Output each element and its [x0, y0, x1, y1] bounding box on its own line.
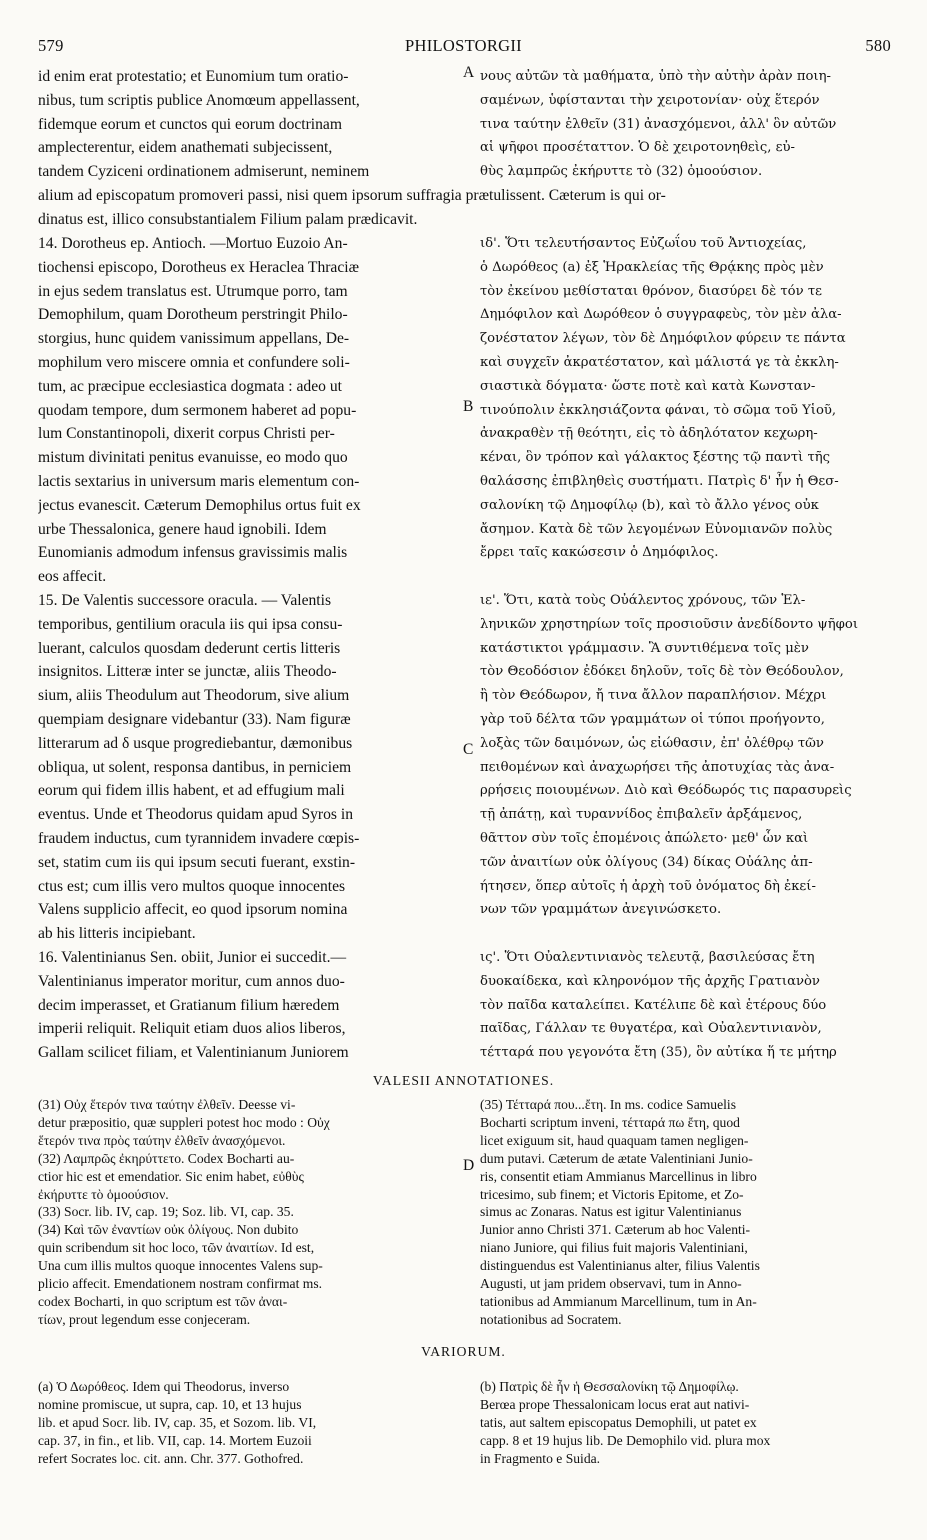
running-title: PHILOSTORGII [405, 36, 522, 55]
text-line: 15. De Valentis successore oracula. — Valentis [38, 591, 332, 609]
text-line: (34) Καὶ τῶν ἐναντίων οὐκ ὀλίγους. Non dubito [38, 1222, 299, 1238]
full-width-lines [38, 184, 892, 232]
text-line: eorum qui fidem illis habent, et ad effugium mali [38, 782, 345, 800]
text-line: tiochensi episcopo, Dorotheus ex Heraclea Thraciæ [38, 258, 360, 276]
text-line: ἐκήρυττε τὸ ὁμοούσιον. [38, 1186, 169, 1202]
text-line: σιαστικὰ δόγματα· ὥστε ποτὲ καὶ κατὰ Κωνσταν- [480, 378, 816, 394]
text-line: licet exiguum sit, haud quaquam tamen negligen- [480, 1132, 749, 1148]
text-line: mistum divinitati penitus evanuisse, eo modo quo [38, 449, 348, 467]
margin-marker-d: D [463, 1157, 475, 1174]
text-line: imperii reliquit. Reliquit etiam duos alios liberos, [38, 1020, 346, 1038]
text-line: obliqua, ut solent, responsa dantibus, in perniciem [38, 758, 352, 776]
variorum-notes-left [38, 1378, 462, 1468]
text-line: storgius, hunc quidem vanissimum appellans, De- [38, 330, 350, 348]
text-line: τὸν παῖδα καταλείπει. Κατέλιπε δὲ καὶ ἑτέρους δύο [480, 997, 827, 1013]
text-line: simus ac Zonaras. Natus est igitur Valentinianus [480, 1204, 742, 1220]
text-line: ἕτερόν τινα πρὸς ταύτην ἐλθεῖν ἀνασχόμενοι. [38, 1132, 286, 1148]
text-line: Eunomianis admodum infensus gravissimis malis [38, 544, 348, 562]
text-line: τὸν Θεοδόσιον ἐδόκει δηλοῦν, τοῖς δὲ τὸν Θεόδουλον, [480, 664, 844, 680]
text-line: πειθομένων καὶ ἀναχωρήσει τῆς ἀποτυχίας τὰς ἀνα- [480, 759, 835, 775]
text-line: νων τῶν γραμμάτων ἀνεγινώσκετο. [480, 902, 722, 918]
text-line: δυοκαίδεκα, καὶ κληρονόμον τῆς ἀρχῆς Γρατιανὸν [480, 973, 820, 989]
text-line: id enim erat protestatio; et Eunomium tum oratio- [38, 68, 349, 85]
text-line: (b) Πατρὶς δὲ ἦν ἡ Θεσσαλονίκη τῷ Δημοφίλῳ. [480, 1379, 739, 1394]
variorum-title: VARIORUM. [421, 1344, 506, 1359]
text-line: nomine promiscue, ut supra, cap. 10, et 13 hujus [38, 1396, 302, 1412]
text-line: eventus. Unde et Theodorus quidam apud Syros in [38, 806, 354, 824]
text-line: alium ad episcopatum promoveri passi, nisi quem ipsorum suffragia prætulissent. Cæterum is qui or- [38, 187, 666, 204]
text-line: detur præpositio, quæ suppleri potest hoc modo : Οὐχ [38, 1114, 330, 1130]
text-line: 14. Dorotheus ep. Antioch. —Mortuo Euzoio An- [38, 235, 348, 252]
valesii-notes-left [38, 1096, 462, 1329]
text-line: tricesimo, sub finem; et Victoris Epitome, et Zo- [480, 1186, 744, 1202]
text-line: quempiam designare videbantur (33). Nam figuræ [38, 710, 351, 728]
text-line: plicio affecit. Emendationem nostram confirmat ms. [38, 1276, 323, 1292]
text-line: niano Juniore, qui filius fuit majoris Valentiniani, [480, 1240, 748, 1256]
text-line: fraudem inductus, cum tyrannidem invadere cœpis- [38, 829, 360, 847]
valesii-annotations-title: VALESII ANNOTATIONES. [372, 1073, 555, 1088]
text-line: ab his litteris incipiebant. [38, 925, 196, 943]
text-line: κέναι, ὃν τρόπον καὶ γάλακτος ξέστης τῷ παντὶ τῆς [480, 450, 831, 466]
text-line: Gallam scilicet filiam, et Valentinianum Juniorem [38, 1044, 349, 1062]
margin-marker-c: C [463, 741, 474, 758]
text-line: quin scribendum sit hoc loco, τῶν ἀναιτίων. Id est, [38, 1240, 315, 1256]
text-line: ληνικῶν χρηστηρίων τοῖς προσιοῦσιν ἀνεδίδοντο ψῆφοι [480, 616, 859, 632]
greek-text-block-1 [480, 65, 892, 184]
text-line: τινα ταύτην ἐλθεῖν (31) ἀνασχόμενοι, ἀλλ' ὃν αὐτῶν [480, 116, 837, 132]
text-line: Valentinianus imperator moritur, cum annos duo- [38, 972, 345, 990]
text-line: Valens supplicio affecit, eo quod ipsorum nomina [38, 901, 348, 919]
text-line: luerant, calculos quosdam dederunt certis litteris [38, 639, 341, 657]
text-line: lib. et apud Socr. lib. IV, cap. 35, et Sozom. lib. VI, [38, 1414, 317, 1430]
text-line: mophilum vero miscere omnia et confundere soli- [38, 353, 350, 371]
greek-text-block-2 [480, 232, 892, 1065]
text-line: ctus est; cum illis vero multos quoque innocentes [38, 877, 346, 895]
variorum-notes-right [480, 1378, 892, 1468]
text-line: ἀνακραθὲν τῇ θεότητι, εἰς τὸ ἀδηλότατον κεχωρη- [480, 426, 818, 442]
right-page-number: 580 [865, 36, 891, 55]
text-line: θαλάσσης ἐπιβληθεὶς συστήματι. Πατρὶς δ' ἦν ἡ Θεσ- [480, 473, 839, 489]
text-line: quodam tempore, dum sermonem haberet ad popu- [38, 401, 357, 419]
text-line: ris, consentit etiam Ammianus Marcellinus in libro [480, 1168, 757, 1184]
latin-text-block-1 [38, 65, 462, 184]
text-line: ιε'. Ὅτι, κατὰ τοὺς Οὐάλεντος χρόνους, τῶν Ἑλ- [480, 592, 806, 608]
text-line: ρρήσεις ποιουμένων. Διὸ καὶ Θεόδωρός τις παρασυρεὶς [480, 783, 852, 799]
text-line: θᾶττον σὺν τοῖς ἑπομένοις ἀπώλετο· μεθ' ὧν καὶ [480, 830, 809, 846]
text-line: (32) Λαμπρῶς ἐκηρύττετο. Codex Bocharti au- [38, 1150, 295, 1166]
text-line: decim imperasset, et Gratianum filium hæredem [38, 996, 340, 1014]
text-line [480, 565, 892, 589]
text-line: notationibus ad Socratem. [480, 1311, 622, 1327]
text-line: θὺς λαμπρῶς ἐκήρυττε τὸ (32) ὁμοούσιον. [480, 164, 763, 180]
text-line: tandem Cyziceni ordinationem admiserunt, neminem [38, 163, 370, 181]
text-line: γὰρ τοῦ δέλτα τῶν γραμμάτων οἱ τύποι προήγοντο, [480, 711, 825, 727]
text-line: in Fragmento e Suida. [480, 1450, 601, 1466]
text-line: Una cum illis multos quoque innocentes Valens sup- [38, 1258, 323, 1274]
text-line: κατάστικτοι γράμμασιν. Ἃ συντιθέμενα τοῖς μὲν [480, 640, 809, 656]
text-line: σαλονίκη τῷ Δημοφίλῳ (b), καὶ τὸ ἄλλο γένος οὐκ [480, 497, 819, 513]
text-line: τῶν ἀναιτίων οὐκ ὀλίγους (34) δίκας Οὐάλης ἀπ- [480, 854, 813, 870]
text-line: λοξὰς τῶν δαιμόνων, ὡς εἰώθασιν, ἐπ' ὀλέθρῳ τῶν [480, 735, 824, 751]
text-line: Demophilum, quam Dorotheum perstringit Philo- [38, 306, 348, 324]
text-line: nibus, tum scriptis publice Anomœum appellassent, [38, 91, 360, 109]
text-line: (35) Τέτταρά που...ἔτη. In ms. codice Samuelis [480, 1097, 736, 1112]
text-line: νους αὐτῶν τὰ μαθήματα, ὑπὸ τὴν αὐτὴν ἀρὰν ποιη- [480, 69, 831, 84]
text-line: (33) Socr. lib. IV, cap. 19; Soz. lib. VI, cap. 35. [38, 1204, 294, 1220]
text-line: capp. 8 et 19 hujus lib. De Demophilo vid. plura mox [480, 1432, 771, 1448]
text-line: τὸν ἐκείνου μεθίσταται θρόνον, διασύρει δὲ τόν τε [480, 283, 822, 299]
latin-text-block-2 [38, 232, 462, 1065]
text-line: lum Constantinopoli, dixerit corpus Christi per- [38, 425, 335, 443]
margin-marker-b: B [463, 398, 474, 415]
text-line: Berœa prope Thessalonicam locus erat aut nativi- [480, 1396, 750, 1412]
text-line: Augusti, ut jam pridem observavi, tum in Anno- [480, 1276, 742, 1292]
text-line: τινούπολιν ἐκκλησιάζοντα φάναι, τὸ σῶμα τοῦ Υἱοῦ, [480, 402, 837, 418]
text-line: 16. Valentinianus Sen. obiit, Junior ei succedit.— [38, 948, 347, 966]
text-line: litterarum ad δ usque progrediebantur, dæmonibus [38, 734, 353, 752]
text-line: urbe Thessalonica, genere haud ignobili. Idem [38, 520, 327, 538]
text-line: jectus evanescit. Cæterum Demophilus ortus fuit ex [38, 496, 361, 514]
text-line: distinguendus est Valentinianus alter, filius Valentis [480, 1258, 760, 1274]
text-line: dinatus est, illico consubstantialem Filium palam prædicavit. [38, 210, 418, 228]
text-line: ctior hic est et emendatior. Sic enim habet, εὐθὺς [38, 1168, 304, 1184]
text-line: tatis, aut saltem episcopatus Demophili, ut patet ex [480, 1414, 757, 1430]
text-line: (31) Οὐχ ἕτερόν τινα ταύτην ἐλθεῖν. Deesse vi- [38, 1097, 296, 1112]
text-line: ἄσημον. Κατὰ δὲ τῶν λεγομένων Εὐνομιανῶν πολὺς [480, 521, 833, 537]
text-line: σαμένων, ὑφίστανται τὴν χειροτονίαν· οὐχ ἕτερόν [480, 92, 820, 108]
text-line: lactis sextarius in universum maris elementum con- [38, 472, 360, 490]
text-line: ἢ τὸν Θεόδωρον, ἤ τινα ἄλλον παραπλήσιον. Μέχρι [480, 688, 827, 704]
text-line: fidemque eorum et cunctos qui eorum doctrinam [38, 115, 342, 133]
text-line: set, statim cum iis qui ipsum secuti fuerant, exstin- [38, 853, 356, 871]
text-line: ιδ'. Ὅτι τελευτήσαντος Εὐζωΐου τοῦ Ἀντιοχείας, [480, 236, 807, 251]
text-line: ἔρρει ταῖς κακώσεσιν ὁ Δημόφιλος. [480, 545, 719, 561]
valesii-notes-right [480, 1096, 892, 1329]
text-line: amplecterentur, eidem anathemati subjecissent, [38, 139, 333, 157]
text-line: ὁ Δωρόθεος (a) ἐξ Ἡρακλείας τῆς Θρᾴκης πρὸς μὲν [480, 259, 824, 275]
text-line: in ejus sedem translatus est. Utrumque porro, tam [38, 282, 348, 300]
text-line: Δημόφιλον καὶ Δωρόθεον ὁ συγγραφεὺς, τὸν μὲν ἀλα- [480, 307, 842, 323]
left-page-number: 579 [38, 36, 64, 55]
text-line: cap. 37, in fin., et lib. VII, cap. 14. Mortem Euzoii [38, 1432, 312, 1448]
text-line: dum putavi. Cæterum de ætate Valentiniani Junio- [480, 1150, 753, 1166]
text-line: codex Bocharti, in quo scriptum est τῶν ἀναι- [38, 1293, 288, 1309]
text-line: ήτησεν, ὅπερ αὐτοῖς ἡ ἀρχὴ τοῦ ὀνόματος δὴ ἐκεί- [480, 878, 816, 894]
text-line: tum, ac præcipue ecclesiastica dogmata : adeo ut [38, 377, 342, 395]
text-line [480, 922, 892, 946]
text-line: Bocharti scriptum inveni, τέτταρά πω ἔτη, quod [480, 1114, 740, 1130]
text-line: temporibus, gentilium oracula iis qui ipsa consu- [38, 615, 343, 633]
text-line: (a) Ὁ Δωρόθεος. Idem qui Theodorus, inverso [38, 1379, 290, 1394]
text-line: insignitos. Litteræ inter se junctæ, aliis Theodo- [38, 663, 337, 681]
text-line: ζονέστατον λέγων, τὸν δὲ Δημόφιλον φύρειν τε πάντα [480, 331, 846, 347]
text-line: tationibus ad Ammianum Marcellinum, tum in An- [480, 1293, 757, 1309]
text-line: refert Socrates loc. cit. ann. Chr. 377. Gothofred. [38, 1450, 304, 1466]
margin-marker-a: A [463, 64, 475, 81]
text-line: τῇ ἀπάτῃ, καὶ τυραννίδος ἐπιβαλεῖν ἀρξάμενος, [480, 807, 803, 823]
text-line: ις'. Ὅτι Οὐαλεντινιανὸς τελευτᾷ, βασιλεύσας ἔτη [480, 949, 815, 965]
text-line: τίων, prout legendum esse conjeceram. [38, 1311, 251, 1327]
text-line: καὶ συγχεῖν ἀκρατέστατον, καὶ μάλιστά γε τὰ ἐκκλη- [480, 354, 839, 370]
text-line: παῖδας, Γάλλαν τε θυγατέρα, καὶ Οὐαλεντινιανὸν, [480, 1021, 822, 1037]
text-line: sium, aliis Theodulum aut Theodorum, sive alium [38, 687, 350, 705]
text-line: αἱ ψῆφοι προσέταττον. Ὁ δὲ χειροτονηθεὶς, εὐ- [480, 140, 795, 156]
text-line: τέτταρά που γεγονότα ἔτη (35), ὃν αὐτίκα ἥ τε μήτηρ [480, 1045, 837, 1061]
text-line: Junior anno Christi 371. Cæterum ab hoc Valenti- [480, 1222, 751, 1238]
text-line: eos affecit. [38, 568, 107, 586]
